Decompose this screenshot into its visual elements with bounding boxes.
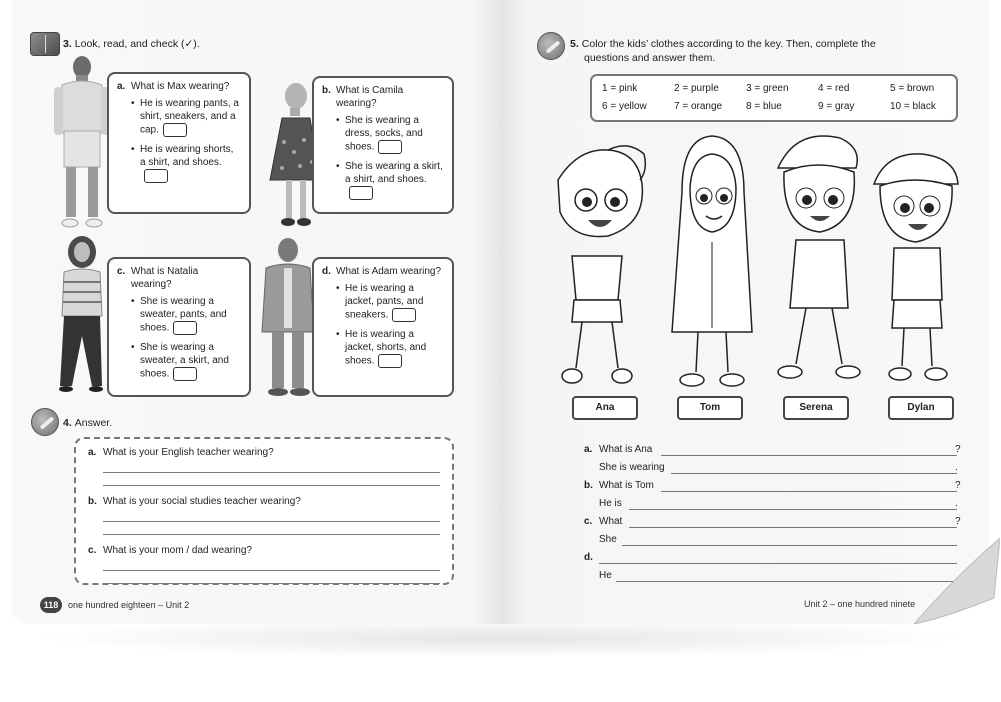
answer-line[interactable] — [661, 491, 957, 492]
page-number-badge: 118 — [40, 597, 62, 613]
answer-line[interactable] — [661, 455, 957, 456]
checkbox-a1[interactable] — [163, 123, 187, 137]
serena-drawing — [766, 128, 870, 392]
exercise5-heading: 5. Color the kids’ clothes according to the key. Then, complete the questions and answer them. — [570, 38, 876, 64]
name-tag-dylan: Dylan — [888, 396, 954, 420]
question-card-d: d. What is Adam wearing? • He is wearing a jacket, pants, and sneakers. • He is wearing a jacket, shorts, and shoes. — [312, 257, 454, 397]
book-icon — [30, 32, 60, 56]
pencil-icon — [537, 32, 565, 60]
name-tag-ana: Ana — [572, 396, 638, 420]
tom-drawing — [662, 132, 762, 392]
key-item: 10 = black — [890, 101, 936, 112]
left-footer: 118 one hundred eighteen – Unit 2 — [40, 597, 189, 613]
max-photo — [50, 55, 114, 233]
checkbox-d1[interactable] — [392, 308, 416, 322]
name-tag-tom: Tom — [677, 396, 743, 420]
option-a1: • He is wearing pants, a shirt, sneakers, and a cap. — [131, 97, 241, 137]
answer-box — [74, 437, 454, 585]
key-item: 8 = blue — [746, 101, 782, 112]
exercise3-heading: 3. Look, read, and check (✓). — [63, 38, 200, 50]
checkbox-c1[interactable] — [173, 321, 197, 335]
option-a2: • He is wearing shorts, a shirt, and shoes. — [131, 143, 241, 183]
color-key — [590, 74, 958, 122]
checkbox-d2[interactable] — [378, 354, 402, 368]
answer-line[interactable] — [622, 545, 957, 546]
book-shadow — [30, 618, 970, 658]
pencil-icon — [31, 408, 59, 436]
option-b1: • She is wearing a dress, socks, and shoes. — [336, 114, 444, 154]
ana-drawing — [548, 140, 648, 392]
option-d1: • He is wearing a jacket, pants, and sneakers. — [336, 282, 444, 322]
key-item: 4 = red — [818, 83, 850, 94]
answer-line[interactable] — [103, 473, 440, 486]
key-item: 7 = orange — [674, 101, 723, 112]
right-footer: Unit 2 – one hundred ninete — [804, 599, 916, 609]
answer-line[interactable] — [103, 558, 440, 571]
key-item: 1 = pink — [602, 83, 638, 94]
checkbox-b1[interactable] — [378, 140, 402, 154]
dylan-drawing — [866, 148, 962, 392]
checkbox-c2[interactable] — [173, 367, 197, 381]
page-curl — [914, 538, 1000, 624]
key-item: 9 = gray — [818, 101, 855, 112]
option-d2: • He is wearing a jacket, shorts, and shoes. — [336, 328, 444, 368]
key-item: 2 = purple — [674, 83, 719, 94]
question-card-c: c. What is Natalia wearing? • She is wearing a sweater, pants, and shoes. • She is wearing a sweater, a skirt, and shoes. — [107, 257, 251, 397]
exercise4-heading: 4. Answer. — [63, 417, 113, 429]
checkbox-b2[interactable] — [349, 186, 373, 200]
key-item: 3 = green — [746, 83, 789, 94]
answer-line[interactable] — [103, 571, 440, 584]
checkbox-a2[interactable] — [144, 169, 168, 183]
key-item: 5 = brown — [890, 83, 935, 94]
answer-line[interactable] — [103, 509, 440, 522]
answer-line[interactable] — [616, 581, 957, 582]
answer-line[interactable] — [103, 522, 440, 535]
answer-line[interactable] — [599, 563, 957, 564]
answer-line[interactable] — [629, 527, 957, 528]
answer-line[interactable] — [671, 473, 957, 474]
answer-question-b: b. What is your social studies teacher wearing? — [88, 496, 301, 507]
key-item: 6 = yellow — [602, 101, 647, 112]
question-card-b: b. What is Camila wearing? • She is wearing a dress, socks, and shoes. • She is wearing a skirt, a shirt, and shoes. — [312, 76, 454, 214]
option-b2: • She is wearing a skirt, a shirt, and shoes. — [336, 160, 444, 200]
name-tag-serena: Serena — [783, 396, 849, 420]
answer-line[interactable] — [629, 509, 957, 510]
qa-section: a. What is Ana ? She is wearing . b. What is Tom ? He is . c. What ? She d. He — [584, 444, 961, 581]
answer-question-a: a. What is your English teacher wearing? — [88, 447, 274, 458]
adam-photo — [256, 236, 320, 400]
option-c2: • She is wearing a sweater, a skirt, and shoes. — [131, 341, 241, 381]
question-card-a: a. What is Max wearing? • He is wearing pants, a shirt, sneakers, and a cap. • He is wearing shorts, a shirt, and shoes. — [107, 72, 251, 214]
answer-line[interactable] — [103, 460, 440, 473]
option-c1: • She is wearing a sweater, pants, and shoes. — [131, 295, 241, 335]
answer-question-c: c. What is your mom / dad wearing? — [88, 545, 252, 556]
